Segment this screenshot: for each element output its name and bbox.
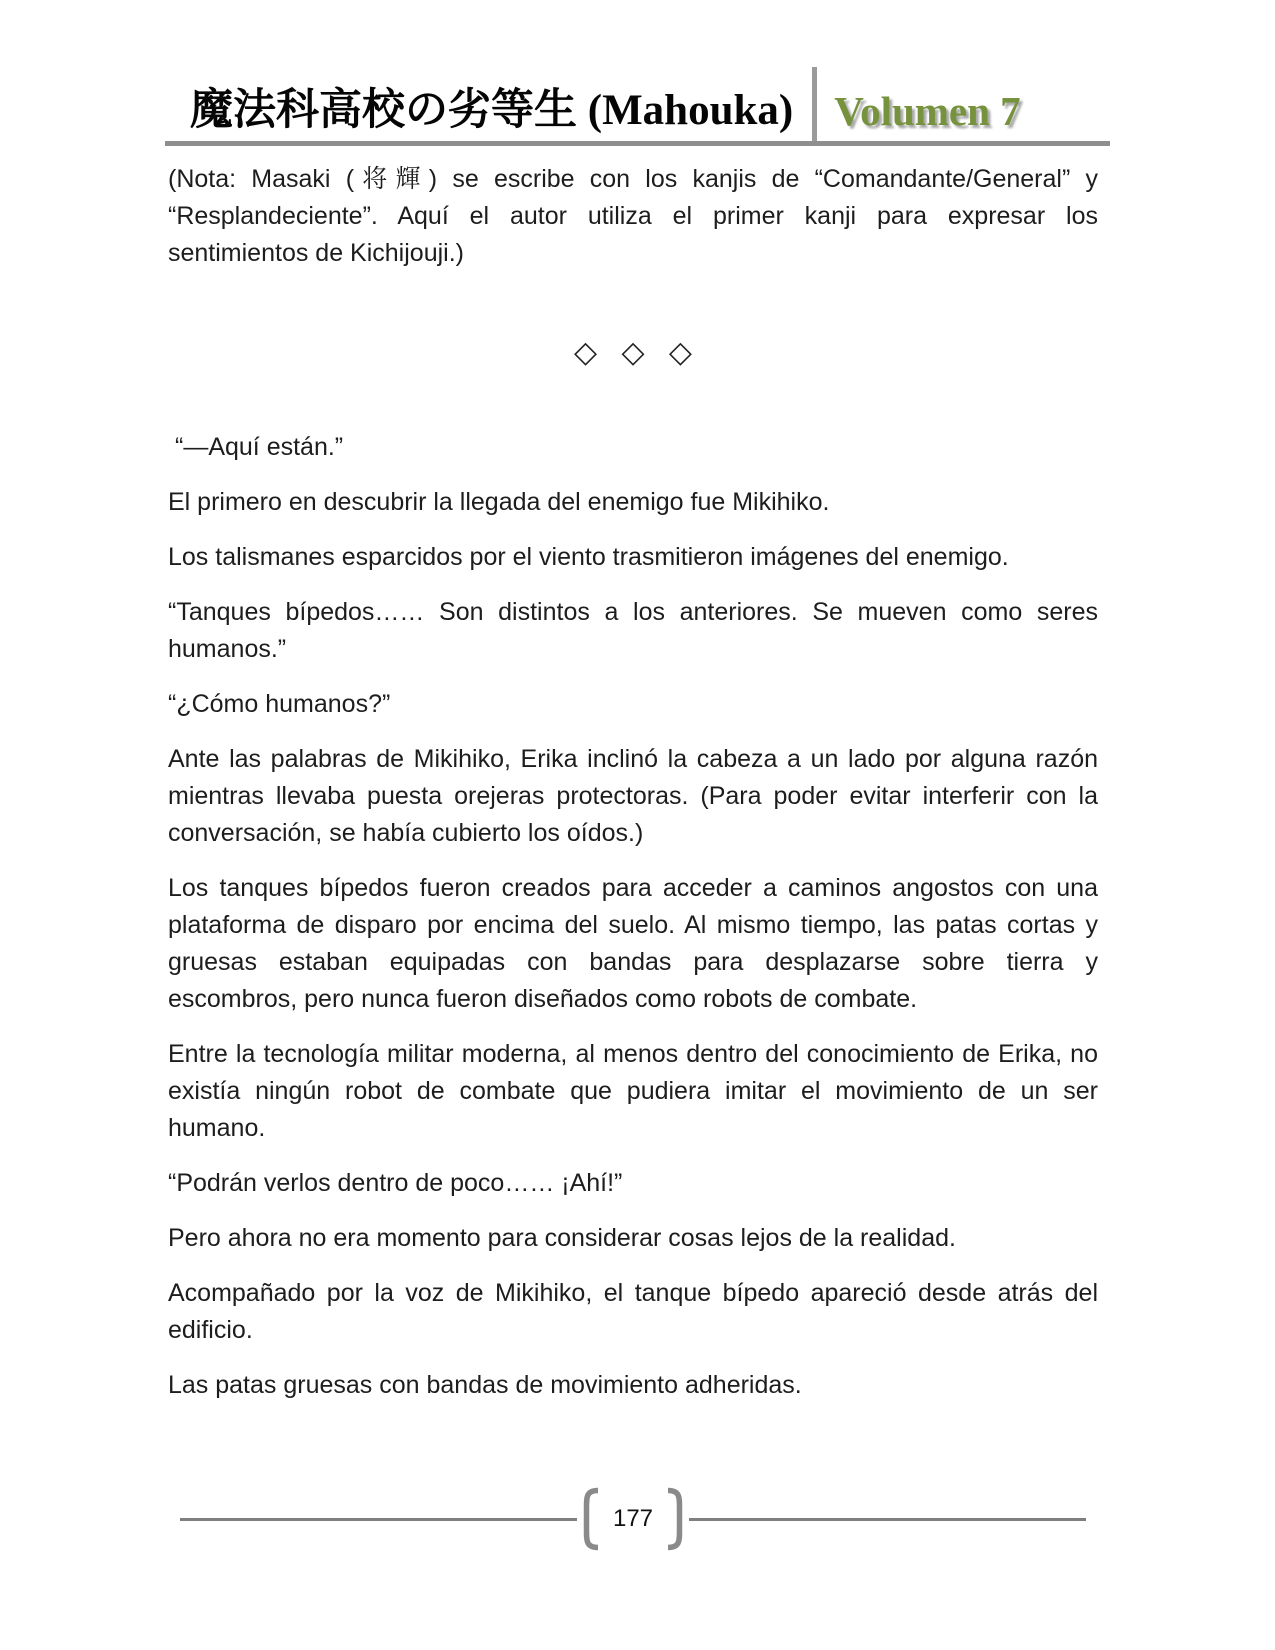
- paragraph: “Tanques bípedos…… Son distintos a los anteriores. Se mueven como seres humanos.”: [168, 598, 1098, 663]
- paragraph: Entre la tecnología militar moderna, al menos dentro del conocimiento de Erika, no existía ningún robot de combate que pudiera imitar el movimiento de un ser humano.: [168, 1040, 1098, 1142]
- paragraph: Los tanques bípedos fueron creados para acceder a caminos angostos con una plataforma de disparo por encima del suelo. Al mismo tiempo, las patas cortas y gruesas estaban equipadas con bandas para desplazarse sobre tierra y escombros, pero nunca fueron diseñados como robots de combate.: [168, 874, 1098, 1013]
- paragraph: Ante las palabras de Mikihiko, Erika inclinó la cabeza a un lado por alguna razón mientras llevaba puesta orejeras protectoras. (Para poder evitar interferir con la conversación, se había cubierto los oídos.): [168, 745, 1098, 847]
- paragraph: Pero ahora no era momento para considerar cosas lejos de la realidad.: [168, 1224, 956, 1252]
- paragraph: Los talismanes esparcidos por el viento trasmitieron imágenes del enemigo.: [168, 543, 1009, 571]
- page-footer: [180, 1487, 1086, 1551]
- page-title: 魔法科高校の劣等生 (Mahouka): [190, 87, 794, 134]
- paragraph-translator-note: (Nota: Masaki (将輝) se escribe con los kanjis de “Comandante/General” y “Resplandeciente”. Aquí el autor utiliza el primer kanji para expresar los sentimientos de Kichijouji.): [168, 165, 1098, 267]
- paragraph: “Podrán verlos dentro de poco…… ¡Ahí!”: [168, 1169, 623, 1197]
- page-header: [165, 58, 1110, 146]
- page-number: 177: [612, 1505, 654, 1532]
- left-bracket-icon: [577, 1487, 601, 1551]
- volume-label: Volumen 7: [834, 88, 1021, 134]
- header-divider-bar: [812, 67, 817, 141]
- paragraph: Las patas gruesas con bandas de movimiento adheridas.: [168, 1371, 802, 1399]
- section-divider: ◇ ◇ ◇: [574, 336, 692, 369]
- paragraph: El primero en descubrir la llegada del enemigo fue Mikihiko.: [168, 488, 830, 516]
- footer-rule-right: [689, 1518, 1086, 1521]
- paragraph: “¿Cómo humanos?”: [168, 690, 391, 718]
- paragraph: Acompañado por la voz de Mikihiko, el tanque bípedo apareció desde atrás del edificio.: [168, 1279, 1098, 1344]
- page-body: [168, 161, 1098, 1404]
- footer-rule-left: [180, 1518, 577, 1521]
- right-bracket-icon: [665, 1487, 689, 1551]
- paragraph: “—Aquí están.”: [175, 433, 344, 461]
